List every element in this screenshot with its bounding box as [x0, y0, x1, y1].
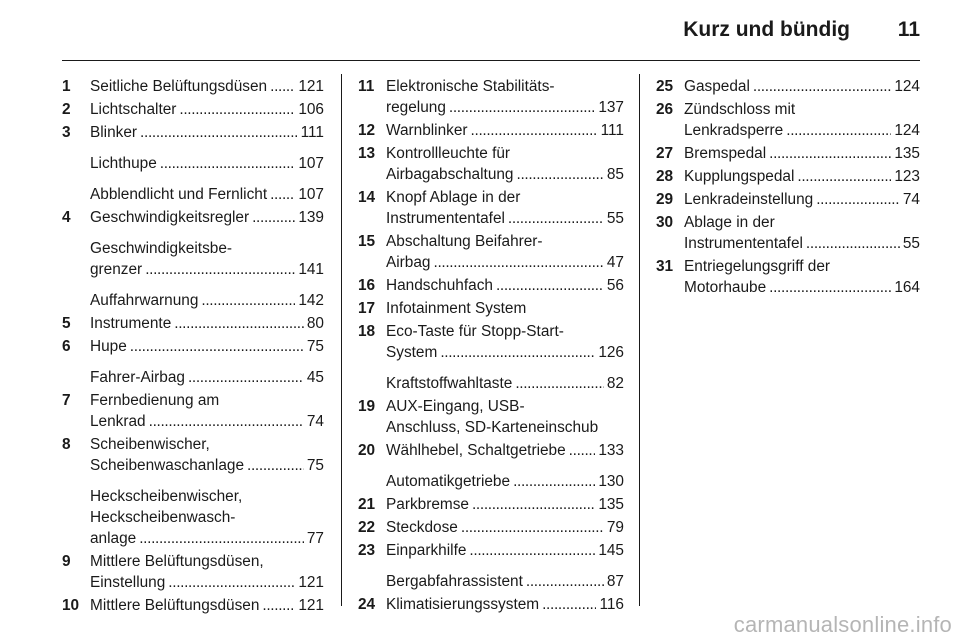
- dot-leader: [247, 455, 304, 476]
- entry-number: 27: [656, 145, 674, 162]
- dot-leader: [140, 122, 298, 143]
- index-entry: [358, 471, 624, 492]
- index-entry: [358, 187, 624, 229]
- index-entry: [656, 256, 920, 298]
- dot-leader: [769, 143, 891, 164]
- dot-leader: [513, 471, 595, 492]
- page-reference-link[interactable]: 139: [298, 209, 324, 226]
- entry-text: Lenkrad: [90, 413, 146, 430]
- page-reference-link[interactable]: 142: [298, 292, 324, 309]
- page-reference-link[interactable]: 121: [298, 597, 324, 614]
- entry-number: 14: [358, 189, 376, 206]
- dot-leader: [461, 517, 604, 538]
- entry-text: Blinker: [90, 124, 138, 141]
- dot-leader: [252, 207, 295, 228]
- entry-number: 31: [656, 258, 674, 275]
- index-entry: [358, 540, 624, 561]
- index-entry: [62, 153, 324, 174]
- entry-text: Instrumententafel: [684, 235, 803, 252]
- entry-number: 28: [656, 168, 674, 185]
- page-reference-link[interactable]: 74: [306, 413, 324, 430]
- entry-text: System: [386, 344, 438, 361]
- entry-text: Instrumententafel: [386, 210, 505, 227]
- entry-text: Elektronische Stabilitäts-: [386, 78, 555, 95]
- entry-text: Fahrer-Airbag: [90, 369, 185, 386]
- page-reference-link[interactable]: 164: [894, 279, 920, 296]
- page-reference-link[interactable]: 141: [298, 261, 324, 278]
- dot-leader: [526, 571, 604, 592]
- dot-leader: [769, 277, 891, 298]
- entry-text: Knopf Ablage in der: [386, 189, 521, 206]
- dot-leader: [145, 259, 295, 280]
- page-reference-link[interactable]: 124: [894, 78, 920, 95]
- entry-text: Lenkradsperre: [684, 122, 784, 139]
- index-entry: [358, 517, 624, 538]
- page-reference-link[interactable]: 77: [306, 530, 324, 547]
- entry-text: Heckscheibenwasch-: [90, 509, 236, 526]
- dot-leader: [270, 76, 295, 97]
- page-reference-link[interactable]: 45: [306, 369, 324, 386]
- dot-leader: [449, 97, 595, 118]
- index-entry: [656, 212, 920, 254]
- entry-text: Hupe: [90, 338, 127, 355]
- index-entry: [358, 76, 624, 118]
- page-reference-link[interactable]: 106: [298, 101, 324, 118]
- watermark: carmanualsonline.info: [733, 612, 952, 637]
- index-entry: [62, 99, 324, 120]
- index-entry: [62, 390, 324, 432]
- entry-text: Instrumente: [90, 315, 172, 332]
- page-reference-link[interactable]: 75: [306, 338, 324, 355]
- page-reference-link[interactable]: 107: [298, 186, 324, 203]
- page-reference-link[interactable]: 55: [902, 235, 920, 252]
- index-column-1: [62, 76, 324, 618]
- entry-text: Bergabfahrassistent: [386, 573, 523, 590]
- dot-leader: [160, 153, 296, 174]
- page-reference-link[interactable]: 85: [606, 166, 624, 183]
- index-entry: [358, 396, 624, 438]
- dot-leader: [440, 342, 595, 363]
- page-reference-link[interactable]: 126: [598, 344, 624, 361]
- entry-text: Infotainment System: [386, 300, 527, 317]
- entry-number: 6: [62, 338, 71, 355]
- index-entry: [358, 321, 624, 363]
- entry-text: grenzer: [90, 261, 143, 278]
- index-column-3: [656, 76, 920, 300]
- entry-text: Heckscheibenwischer,: [90, 488, 243, 505]
- entry-text: Anschluss, SD-Karteneinschub: [386, 419, 599, 436]
- index-entry: [62, 434, 324, 476]
- column-divider: [639, 74, 640, 606]
- index-entry: [358, 373, 624, 394]
- entry-number: 5: [62, 315, 71, 332]
- page-header: [62, 18, 920, 48]
- index-entry: [62, 336, 324, 357]
- page-reference-link[interactable]: 75: [306, 457, 324, 474]
- page-reference-link[interactable]: 56: [606, 277, 624, 294]
- dot-leader: [496, 275, 604, 296]
- entry-text: Kontrollleuchte für: [386, 145, 511, 162]
- page-number: 11: [897, 18, 920, 41]
- index-entry: [62, 551, 324, 593]
- entry-number: 22: [358, 519, 376, 536]
- page-reference-link[interactable]: 111: [600, 122, 624, 139]
- entry-number: 24: [358, 596, 376, 613]
- page-title: Kurz und bündig: [683, 18, 850, 41]
- entry-text: Geschwindigkeitsregler: [90, 209, 250, 226]
- entry-text: Wählhebel, Schaltgetriebe: [386, 442, 566, 459]
- index-entry: [358, 494, 624, 515]
- entry-text: Motorhaube: [684, 279, 767, 296]
- index-entry: [656, 189, 920, 210]
- index-entry: [358, 571, 624, 592]
- entry-text: Lichtschalter: [90, 101, 177, 118]
- entry-text: Einparkhilfe: [386, 542, 467, 559]
- index-entry: [62, 207, 324, 228]
- page-reference-link[interactable]: 55: [606, 210, 624, 227]
- index-entry: [358, 143, 624, 185]
- entry-number: 25: [656, 78, 674, 95]
- entry-text: Airbag: [386, 254, 431, 271]
- dot-leader: [434, 252, 604, 273]
- entry-number: 11: [358, 78, 375, 95]
- index-entry: [62, 76, 324, 97]
- entry-text: Auffahrwarnung: [90, 292, 199, 309]
- entry-text: Mittlere Belüftungsdüsen: [90, 597, 260, 614]
- entry-number: 26: [656, 101, 674, 118]
- page-reference-link[interactable]: 87: [606, 573, 624, 590]
- entry-text: Abschaltung Beifahrer-: [386, 233, 543, 250]
- entry-number: 29: [656, 191, 674, 208]
- index-column-2: [358, 76, 624, 617]
- dot-leader: [471, 120, 598, 141]
- entry-text: Einstellung: [90, 574, 166, 591]
- entry-number: 2: [62, 101, 71, 118]
- index-entry: [656, 166, 920, 187]
- index-entry: [62, 122, 324, 143]
- page-reference-link[interactable]: 116: [599, 596, 624, 613]
- page-reference-link[interactable]: 121: [298, 78, 324, 95]
- entry-number: 1: [62, 78, 71, 95]
- dot-leader: [797, 166, 891, 187]
- entry-number: 15: [358, 233, 376, 250]
- entry-text: Zündschloss mit: [684, 101, 796, 118]
- dot-leader: [139, 528, 304, 549]
- page-reference-link[interactable]: 111: [300, 124, 324, 141]
- entry-number: 23: [358, 542, 376, 559]
- index-entry: [62, 290, 324, 311]
- dot-leader: [179, 99, 295, 120]
- index-entry: [656, 143, 920, 164]
- entry-text: Kraftstoffwahltaste: [386, 375, 513, 392]
- dot-leader: [508, 208, 604, 229]
- page-reference-link[interactable]: 123: [894, 168, 920, 185]
- index-entry: [358, 275, 624, 296]
- page-reference-link[interactable]: 79: [606, 519, 624, 536]
- entry-number: 18: [358, 323, 376, 340]
- entry-text: AUX-Eingang, USB-: [386, 398, 525, 415]
- entry-text: Parkbremse: [386, 496, 469, 513]
- index-entry: [358, 594, 624, 615]
- dot-leader: [515, 373, 604, 394]
- entry-text: Klimatisierungssystem: [386, 596, 540, 613]
- index-entry: [62, 486, 324, 549]
- page-reference-link[interactable]: 135: [894, 145, 920, 162]
- entry-text: Seitliche Belüftungsdüsen: [90, 78, 268, 95]
- entry-text: Geschwindigkeitsbe-: [90, 240, 233, 257]
- entry-text: Ablage in der: [684, 214, 775, 231]
- entry-number: 17: [358, 300, 376, 317]
- entry-text: Entriegelungsgriff der: [684, 258, 831, 275]
- entry-number: 21: [358, 496, 376, 513]
- entry-text: Mittlere Belüftungsdüsen,: [90, 553, 264, 570]
- index-entry: [62, 313, 324, 334]
- entry-text: Warnblinker: [386, 122, 468, 139]
- dot-leader: [816, 189, 900, 210]
- index-entry: [358, 440, 624, 461]
- dot-leader: [270, 184, 295, 205]
- dot-leader: [753, 76, 891, 97]
- page-reference-link[interactable]: 82: [606, 375, 624, 392]
- page-reference-link[interactable]: 135: [598, 496, 624, 513]
- entry-number: 10: [62, 597, 80, 614]
- entry-number: 3: [62, 124, 71, 141]
- dot-leader: [517, 164, 604, 185]
- page-reference-link[interactable]: 47: [606, 254, 624, 271]
- entry-text: Gaspedal: [684, 78, 750, 95]
- index-entry: [358, 120, 624, 141]
- entry-number: 16: [358, 277, 376, 294]
- dot-leader: [542, 594, 596, 615]
- dot-leader: [469, 540, 595, 561]
- dot-leader: [130, 336, 304, 357]
- dot-leader: [201, 290, 295, 311]
- entry-number: 9: [62, 553, 71, 570]
- index-entry: [656, 99, 920, 141]
- dot-leader: [806, 233, 900, 254]
- page-reference-link[interactable]: 80: [306, 315, 324, 332]
- entry-number: 19: [358, 398, 376, 415]
- page-reference-link[interactable]: 124: [894, 122, 920, 139]
- dot-leader: [188, 367, 304, 388]
- page-reference-link[interactable]: 145: [598, 542, 624, 559]
- index-entry: [62, 367, 324, 388]
- entry-number: 30: [656, 214, 674, 231]
- dot-leader: [569, 440, 596, 461]
- page-reference-link[interactable]: 133: [598, 442, 624, 459]
- entry-text: Steckdose: [386, 519, 458, 536]
- dot-leader: [262, 595, 295, 616]
- page-reference-link[interactable]: 107: [298, 155, 324, 172]
- entry-text: Automatikgetriebe: [386, 473, 511, 490]
- entry-number: 4: [62, 209, 71, 226]
- column-divider: [341, 74, 342, 606]
- index-entry: [62, 184, 324, 205]
- dot-leader: [149, 411, 304, 432]
- dot-leader: [472, 494, 595, 515]
- entry-number: 13: [358, 145, 376, 162]
- entry-text: Fernbedienung am: [90, 392, 220, 409]
- page-reference-link[interactable]: 121: [298, 574, 324, 591]
- entry-text: Scheibenwaschanlage: [90, 457, 245, 474]
- entry-text: Bremspedal: [684, 145, 767, 162]
- index-entry: [656, 76, 920, 97]
- entry-text: Lenkradeinstellung: [684, 191, 814, 208]
- index-entry: [358, 298, 624, 319]
- entry-text: Eco-Taste für Stopp-Start-: [386, 323, 564, 340]
- page-reference-link[interactable]: 130: [598, 473, 624, 490]
- page-reference-link[interactable]: 74: [902, 191, 920, 208]
- page-reference-link[interactable]: 137: [598, 99, 624, 116]
- entry-number: 8: [62, 436, 71, 453]
- entry-text: Abblendlicht und Fernlicht: [90, 186, 268, 203]
- entry-text: Lichthupe: [90, 155, 157, 172]
- header-rule: [62, 60, 920, 61]
- entry-text: Kupplungspedal: [684, 168, 795, 185]
- entry-number: 7: [62, 392, 71, 409]
- entry-number: 12: [358, 122, 376, 139]
- index-entry: [62, 595, 324, 616]
- dot-leader: [786, 120, 891, 141]
- index-entry: [358, 231, 624, 273]
- entry-text: anlage: [90, 530, 137, 547]
- entry-text: Handschuhfach: [386, 277, 493, 294]
- dot-leader: [168, 572, 295, 593]
- entry-text: regelung: [386, 99, 446, 116]
- entry-number: 20: [358, 442, 376, 459]
- entry-text: Airbagabschaltung: [386, 166, 514, 183]
- entry-text: Scheibenwischer,: [90, 436, 210, 453]
- dot-leader: [174, 313, 304, 334]
- index-entry: [62, 238, 324, 280]
